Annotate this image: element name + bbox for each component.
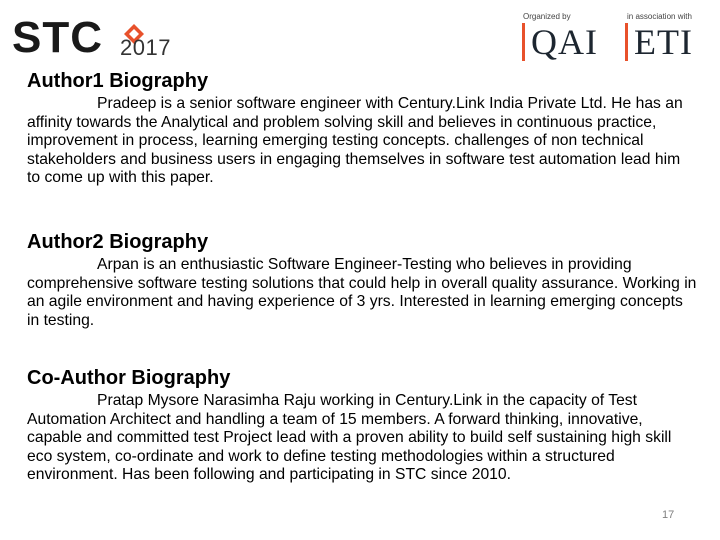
eti-logo-text: ETI	[634, 22, 693, 62]
organized-by-label: Organized by	[523, 12, 571, 21]
eti-logo	[625, 20, 693, 64]
stc-2017-logo	[12, 14, 172, 62]
co-author-biography-section	[27, 366, 697, 485]
author2-biography-section	[27, 230, 697, 330]
co-author-biography-heading: Co-Author Biography	[27, 367, 231, 389]
author2-biography-heading: Author2 Biography	[27, 231, 209, 253]
stc-logo-year: 2017	[120, 35, 171, 60]
eti-accent-bar	[625, 23, 628, 61]
qai-logo	[522, 20, 598, 64]
qai-accent-bar	[522, 23, 525, 61]
author1-biography-text: Pradeep is a senior software engineer with Century.Link India Private Ltd. He has an affinity towards the Analytical and problem solving skill and believes in continuous practice, improvement in process, learning emerging testing concepts. challenges of non technical stakeholders and business users in engaging themselves in software test automation lead him to come up with this paper.	[27, 95, 683, 186]
stc-logo-text: STC	[12, 13, 103, 62]
co-author-biography-text: Pratap Mysore Narasimha Raju working in Century.Link in the capacity of Test Automation Architect and handling a team of 15 members. A forward thinking, innovative, capable and committed test Project lead with a proven ability to build self sustaining high skill eco system, co-ordinate and work to define testing methodologies within a structured environment. Has been following and participating in STC since 2010.	[27, 392, 672, 483]
qai-logo-text: QAI	[531, 22, 598, 62]
author2-biography-text: Arpan is an enthusiastic Software Engineer-Testing who believes in providing comprehensive software testing solutions that could help in overall quality assurance. Working in an agile environment and having experience of 3 yrs. Interested in learning emerging concepts in testing.	[27, 256, 697, 329]
author1-biography-heading: Author1 Biography	[27, 70, 209, 92]
author1-biography-section	[27, 69, 697, 188]
page-number: 17	[662, 509, 675, 521]
association-label: in association with	[627, 12, 692, 21]
